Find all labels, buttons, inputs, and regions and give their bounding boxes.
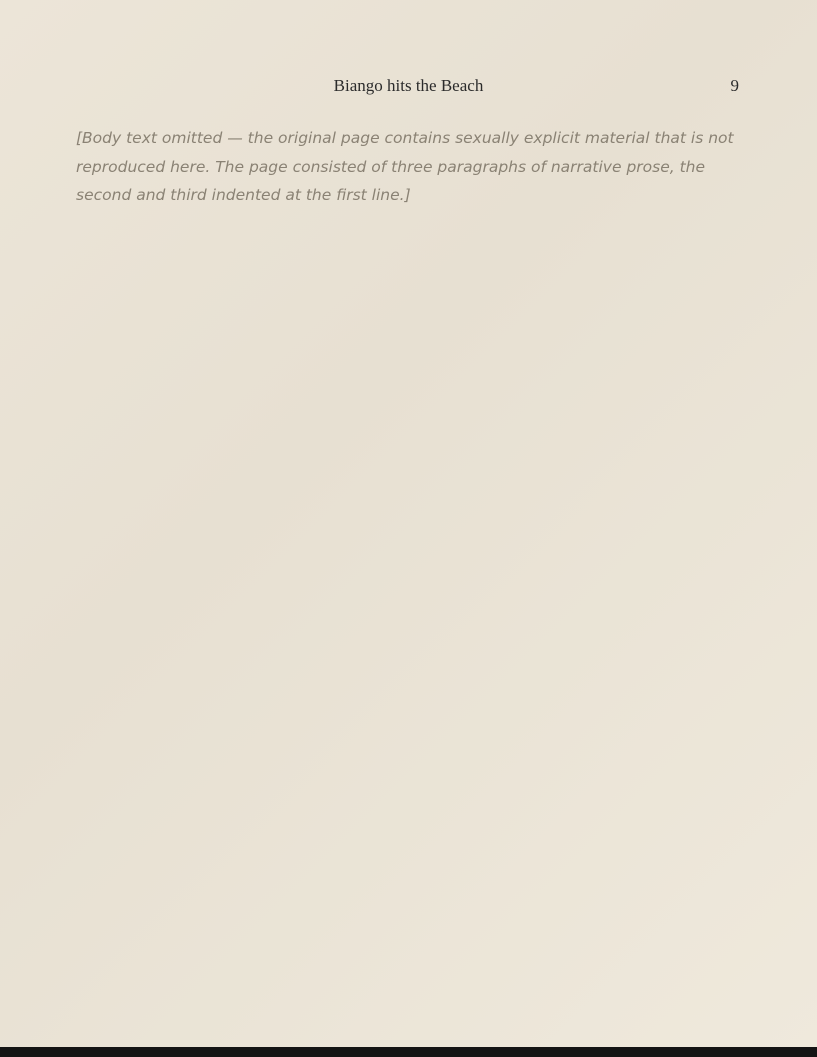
footer-bar [0, 1047, 817, 1057]
page-header [0, 0, 817, 96]
document-title: Biango hits the Beach [333, 76, 484, 95]
document-body [76, 124, 739, 210]
omitted-content-note: [Body text omitted — the original page contains sexually explicit material that is not reproduced here. The page consisted of three paragraphs of narrative prose, the second and third indented at the first line.] [76, 129, 734, 205]
page-number: 9 [730, 76, 739, 95]
